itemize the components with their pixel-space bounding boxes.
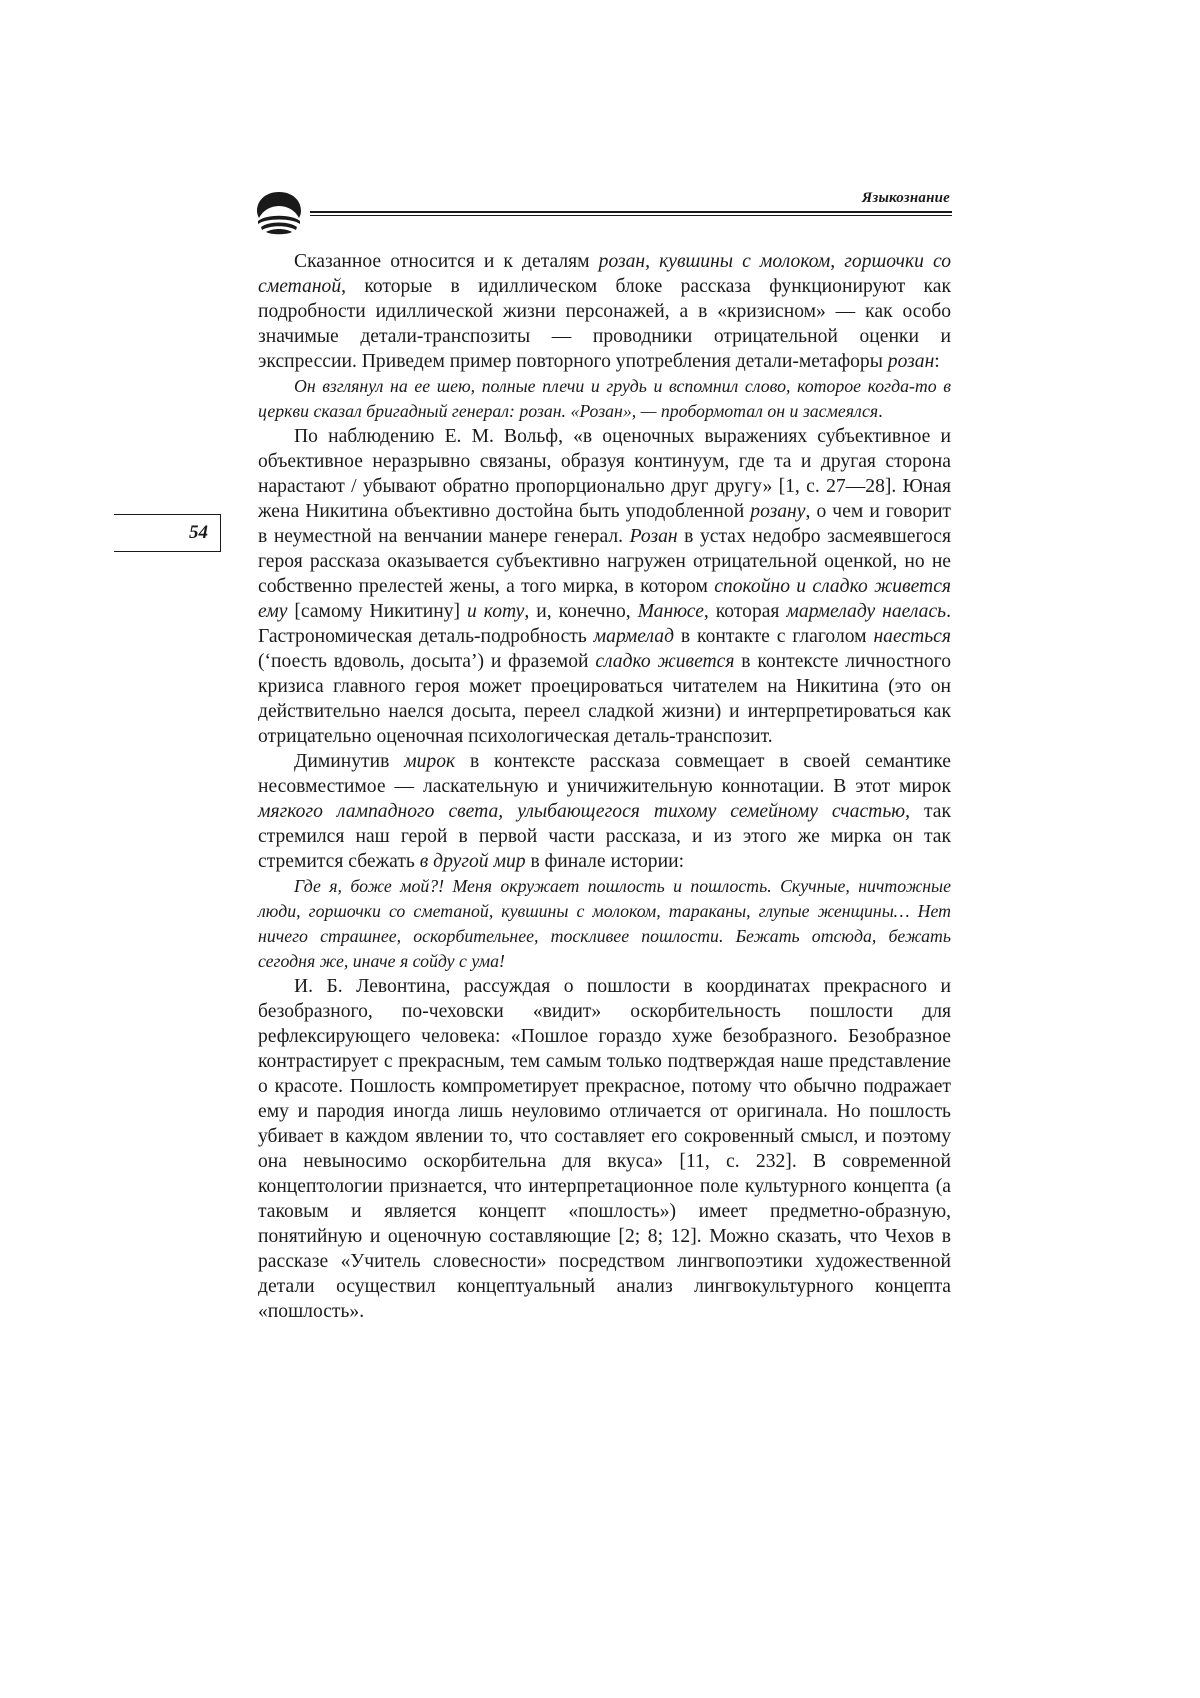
text-run: , которые в идиллическом блоке рассказа функционируют как подробности идиллической жизни персонажей, а в «кризисном» — как особо значимые детали-транспозиты — проводники отрицательной оценки и экспрессии. Приведем пример повторного употребления детали-метафоры xyxy=(258,276,951,372)
text-run: Где я, боже мой?! Меня окружает пошлость и пошлость. Скучные, ничтожные люди, горшочки со сметаной, кувшины с молоком, тараканы, глупые женщины… Нет ничего страшнее, оскорбительнее, тоскливее пошлости. Бежать отсюда, бежать сегодня же, иначе я сойду с ума! xyxy=(258,876,951,971)
text-run: в контексте личностного кризиса главного героя может проецироваться читателем на Никитина (это он действительно наелся досыта, переел сладкой жизни) и интерпретироваться как отрицательно оценочная психологическая деталь-транспозит. xyxy=(258,651,952,747)
italic-text-run: спокойно и сладко живется ему xyxy=(258,576,951,622)
italic-text-run: и коту xyxy=(467,601,525,622)
italic-text-run: мармеладу наелась xyxy=(786,601,947,622)
text-run: (‘поесть вдоволь, досыта’) и фраземой xyxy=(258,651,596,672)
paragraph xyxy=(258,249,951,374)
italic-text-run: Манюсе xyxy=(637,601,704,622)
text-run: Сказанное относится и к деталям xyxy=(294,251,599,272)
journal-logo-icon xyxy=(254,190,304,236)
italic-text-run: мягкого лампадного света, улыбающегося тихому семейному счастью xyxy=(258,801,906,822)
text-run: Он взглянул на ее шею, полные плечи и грудь и вспомнил слово, которое когда-то в церкви сказал бригадный генерал: розан. «Розан», — пробормотал он и засмеялся xyxy=(258,376,951,421)
header-rule xyxy=(310,211,952,213)
text-run: По наблюдению Е. М. Вольф, «в оценочных выражениях субъективное и объективное неразрывно связаны, образуя континуум, где та и другая сторона нарастают / убывают обратно пропорционально друг другу» [1, с. 27—28]. Юная жена Никитина объективно достойна быть уподобленной xyxy=(258,426,951,522)
paragraph xyxy=(258,974,951,1324)
text-run: , которая xyxy=(703,601,787,622)
italic-text-run: розан, кувшины с молоком, горшочки со сметаной xyxy=(258,251,951,297)
text-run: . Гастрономическая деталь-подробность xyxy=(258,601,951,647)
paragraph xyxy=(258,424,951,749)
text-run: , о чем и говорит в неуместной на венчании манере генерал. xyxy=(258,501,951,547)
italic-text-run: сладко живется xyxy=(595,651,735,672)
italic-text-run: розану xyxy=(750,501,806,522)
italic-text-run: мармелад xyxy=(593,626,674,647)
text-run: : xyxy=(934,351,940,372)
italic-text-run: . xyxy=(878,401,883,421)
text-run: в контексте рассказа совмещает в своей семантике несовместимое — ласкательную и уничижительную коннотации. В этот мирок xyxy=(258,751,952,797)
text-run: в контакте с глаголом xyxy=(674,626,874,647)
italic-text-run: Розан xyxy=(629,526,678,547)
italic-text-run: в другой мир xyxy=(419,851,526,872)
article-body xyxy=(258,249,951,1324)
italic-text-run: розан xyxy=(887,351,935,372)
paragraph xyxy=(258,749,951,874)
italic-text-run: мирок xyxy=(404,751,456,772)
page-number-box xyxy=(114,514,221,552)
text-run: в финале истории: xyxy=(525,851,685,872)
quote-paragraph xyxy=(258,874,951,974)
text-run: , так стремился наш герой в первой части рассказа, и из этого же мирка он так стремится сбежать xyxy=(258,801,951,872)
running-header-section-title: Языкознание xyxy=(861,190,950,206)
text-run: , и, конечно, xyxy=(524,601,638,622)
header-rule-thin xyxy=(310,215,952,216)
text-run: И. Б. Левонтина, рассуждая о пошлости в координатах прекрасного и безобразного, по-чеховски «видит» оскорбительность пошлости для рефлексирующего человека: «Пошлое гораздо хуже безобразного. Безобразное контрастирует с прекрасным, тем самым только подтверждая наше представление о красоте. Пошлость компрометирует прекрасное, потому что обычно подражает ему и пародия иногда лишь неуловимо отличается от оригинала. Но пошлость убивает в каждом явлении то, что составляет его сокровенный смысл, и поэтому она невыносимо оскорбительна для вкуса» [11, с. 232]. В современной концептологии признается, что интерпретационное поле культурного концепта (а таковым и является концепт «пошлость») имеет предметно-образную, понятийную и оценочную составляющие [2; 8; 12]. Можно сказать, что Чехов в рассказе «Учитель словесности» посредством лингвопоэтики художественной детали осуществил концептуальный анализ лингвокультурного концепта «пошлость». xyxy=(258,976,951,1322)
text-run: [самому Никитину] xyxy=(287,601,468,622)
text-run: Диминутив xyxy=(294,751,405,772)
quote-paragraph xyxy=(258,374,951,424)
page-number: 54 xyxy=(189,522,208,543)
text-run: в устах недобро засмеявшегося героя рассказа оказывается субъективно нагружен отрицательной оценкой, но не собственно прелестей жены, а того мирка, в котором xyxy=(258,526,951,597)
italic-text-run: наесться xyxy=(873,626,951,647)
